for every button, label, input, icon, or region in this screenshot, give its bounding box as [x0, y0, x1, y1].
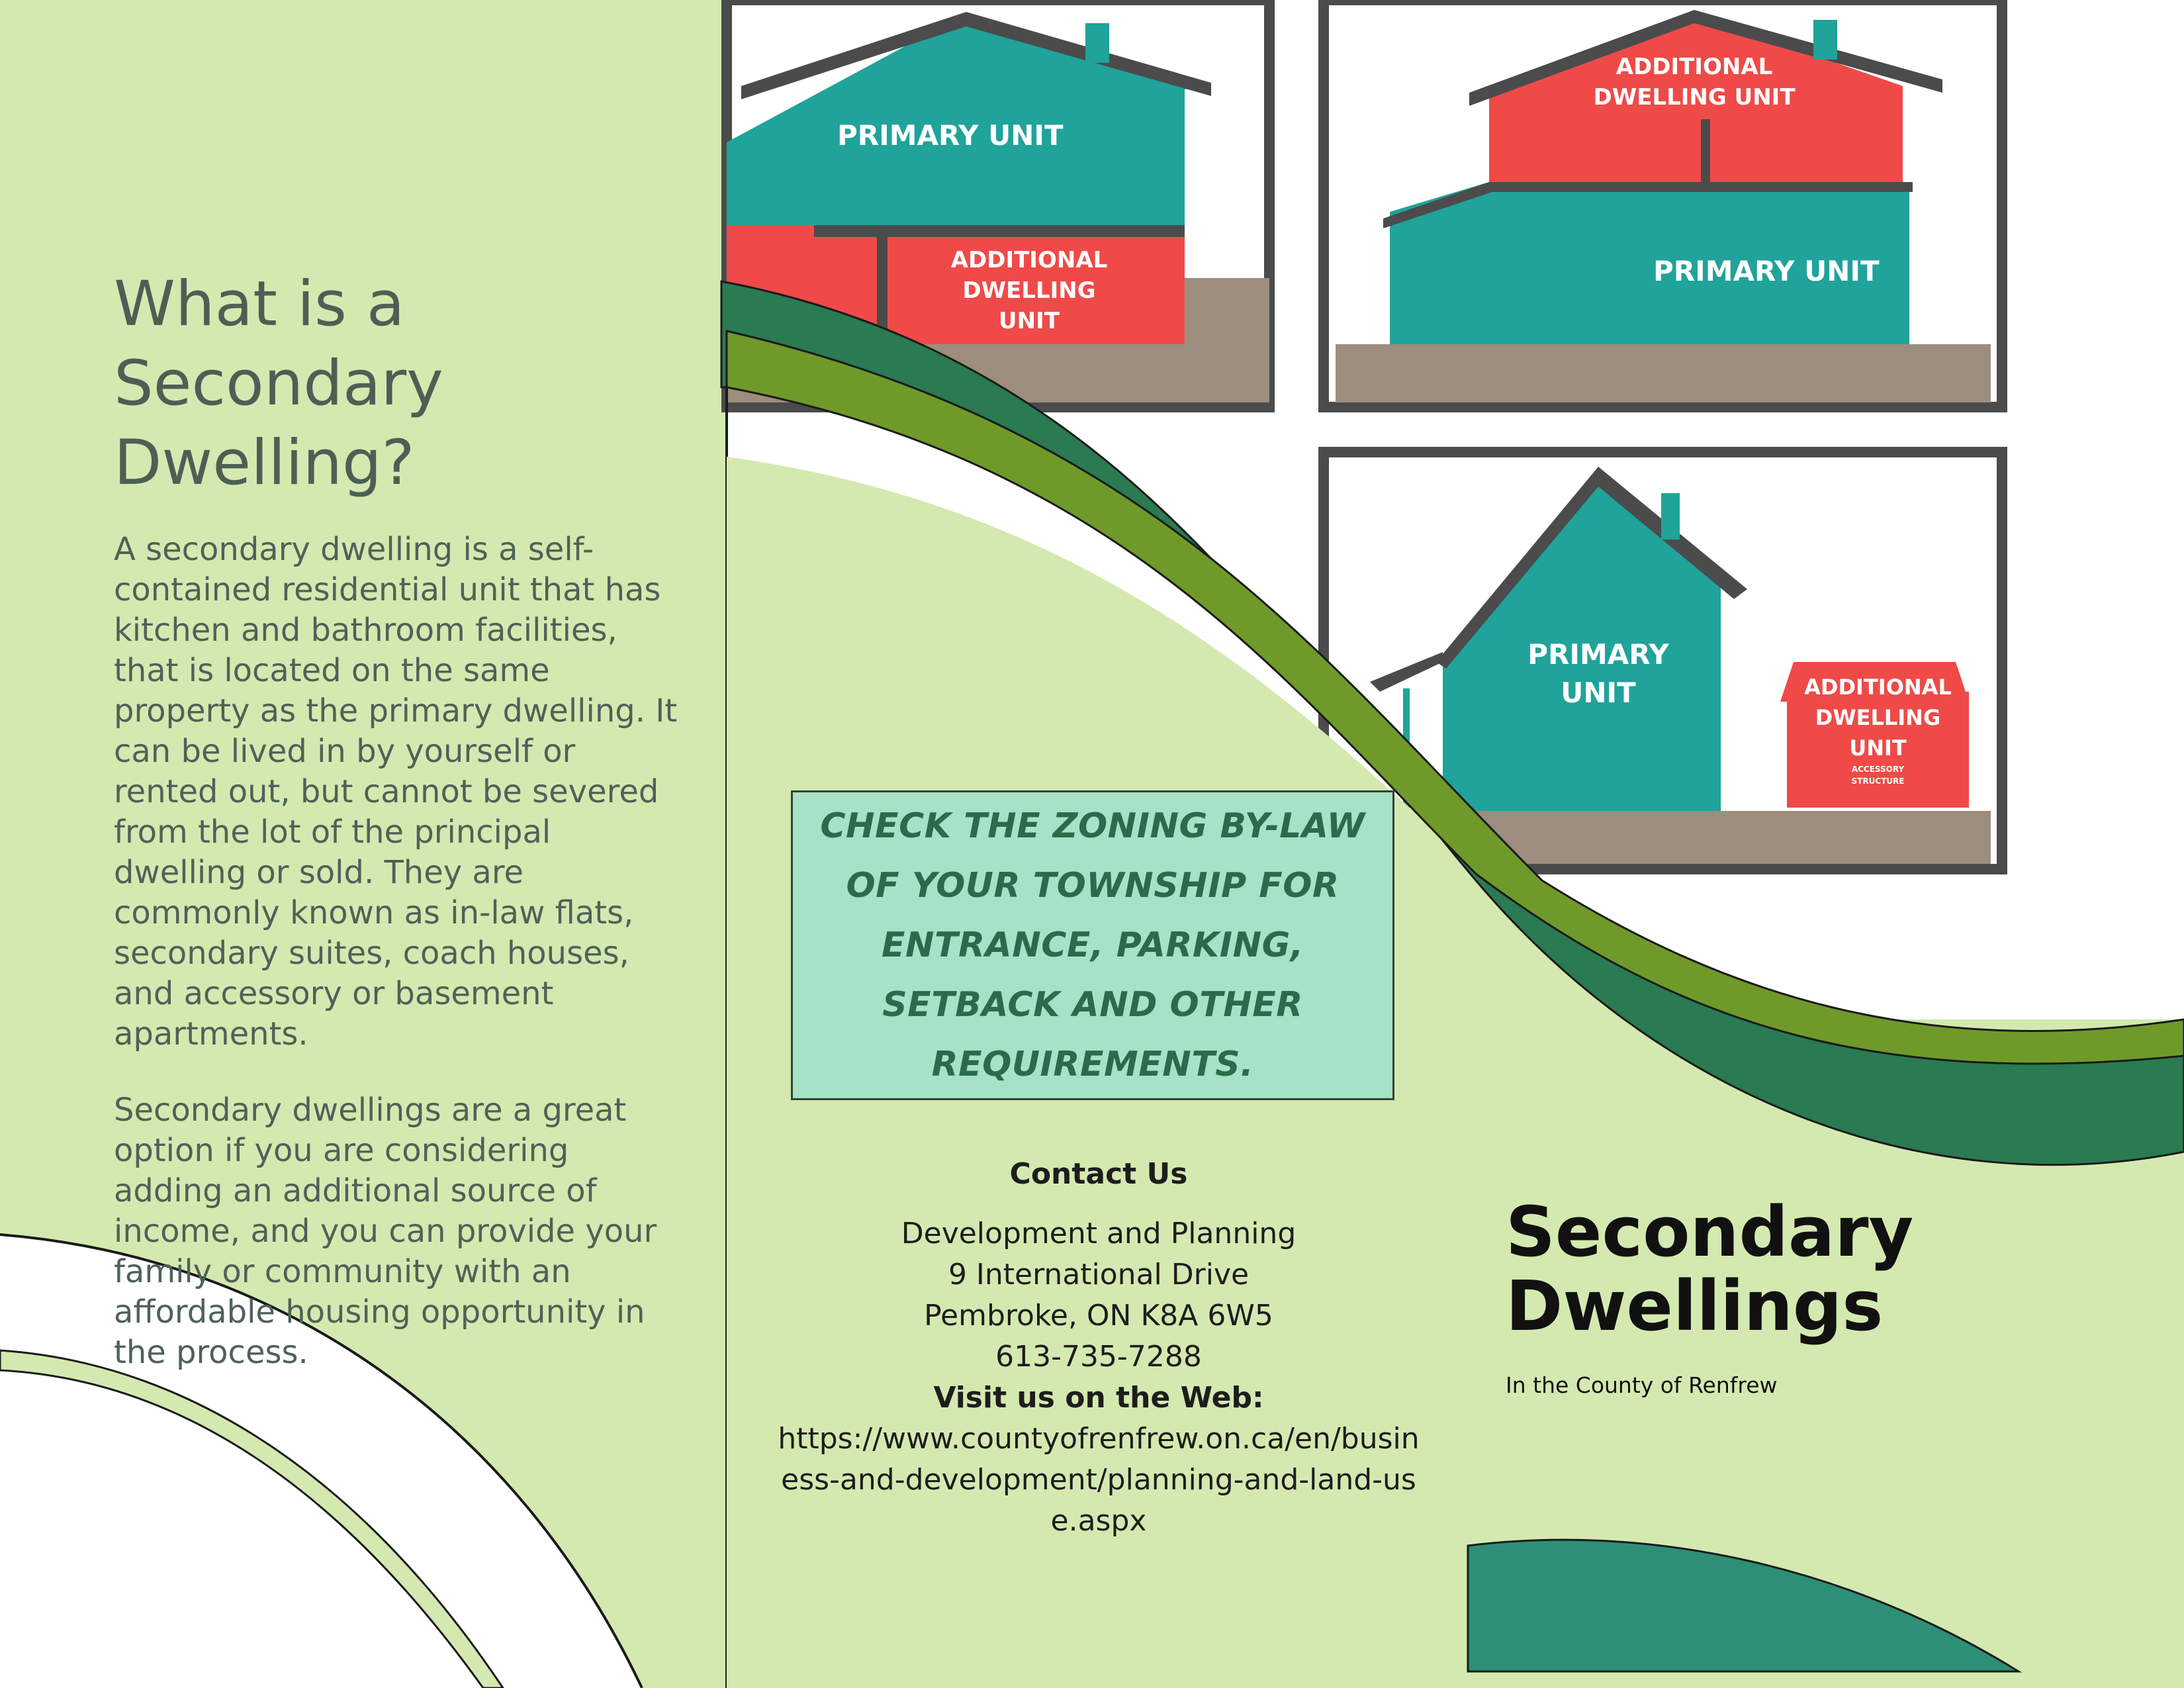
- house-a-primary-label: PRIMARY UNIT: [837, 119, 1064, 152]
- zoning-callout-text: CHECK THE ZONING BY-LAW OF YOUR TOWNSHIP FOR ENTRANCE, PARKING, SETBACK AND OTHER REQUIREMENTS.: [820, 806, 1365, 1084]
- house-a-adu-line-3: UNIT: [999, 308, 1060, 334]
- cover-subtitle: In the County of Renfrew: [1506, 1372, 1778, 1398]
- section-heading: What is a Secondary Dwelling?: [114, 268, 443, 499]
- house-c-primary-line-2: UNIT: [1561, 677, 1636, 709]
- cover-title-line-1: Secondary: [1506, 1192, 1914, 1272]
- house-b-adu-line-2: DWELLING UNIT: [1593, 84, 1796, 111]
- contact-heading: Contact Us: [1009, 1157, 1188, 1191]
- house-c-adu-line-2: DWELLING: [1815, 705, 1941, 730]
- zoning-callout-box: [791, 790, 1394, 1100]
- web-label: Visit us on the Web:: [933, 1381, 1264, 1415]
- contact-phone[interactable]: 613-735-7288: [995, 1340, 1202, 1374]
- contact-department: Development and Planning: [901, 1217, 1297, 1250]
- house-a-adu-line-1: ADDITIONAL: [950, 247, 1108, 273]
- house-b-adu-line-1: ADDITIONAL: [1615, 54, 1773, 80]
- house-c-adu-label: [1787, 672, 1969, 787]
- cover-title-block: [1506, 1192, 1914, 1398]
- benefits-paragraph: Secondary dwellings are a great option if you are considering adding an additional source of income, and you can provide your family or community with an affordable housing opportunity in the process.: [114, 1092, 657, 1371]
- contact-section: [774, 1157, 1423, 1542]
- contact-street: 9 International Drive: [948, 1258, 1250, 1291]
- house-a-adu-label: [913, 245, 1145, 336]
- house-c-adu-small-1: ACCESSORY: [1851, 765, 1905, 774]
- house-c-adu-line-3: UNIT: [1849, 735, 1907, 761]
- house-c-adu-line-1: ADDITIONAL: [1804, 675, 1952, 700]
- house-b-adu-label: [1542, 52, 1846, 113]
- house-c-primary-line-1: PRIMARY: [1527, 638, 1669, 671]
- house-c-adu-small-2: STRUCTURE: [1851, 776, 1905, 786]
- left-panel: [114, 265, 683, 1409]
- contact-city: Pembroke, ON K8A 6W5: [924, 1299, 1273, 1333]
- website-link[interactable]: https://www.countyofrenfrew.on.ca/en/business-and-development/planning-and-land-use.aspx: [778, 1422, 1420, 1538]
- cover-title-line-2: Dwellings: [1506, 1266, 1884, 1346]
- house-c-primary-label: [1502, 635, 1694, 712]
- house-a-adu-line-2: DWELLING: [962, 277, 1096, 304]
- house-b-primary-label: PRIMARY UNIT: [1653, 255, 1880, 287]
- definition-paragraph: A secondary dwelling is a self-contained residential unit that has kitchen and bathroom facilities, that is located on the same property as the primary dwelling. It can be lived in by yourself or rented out, but cannot be severed from the lot of the principal dwelling or sold. They are commonly known as in-law flats, secondary suites, coach houses, and accessory or basement apartments.: [114, 531, 678, 1053]
